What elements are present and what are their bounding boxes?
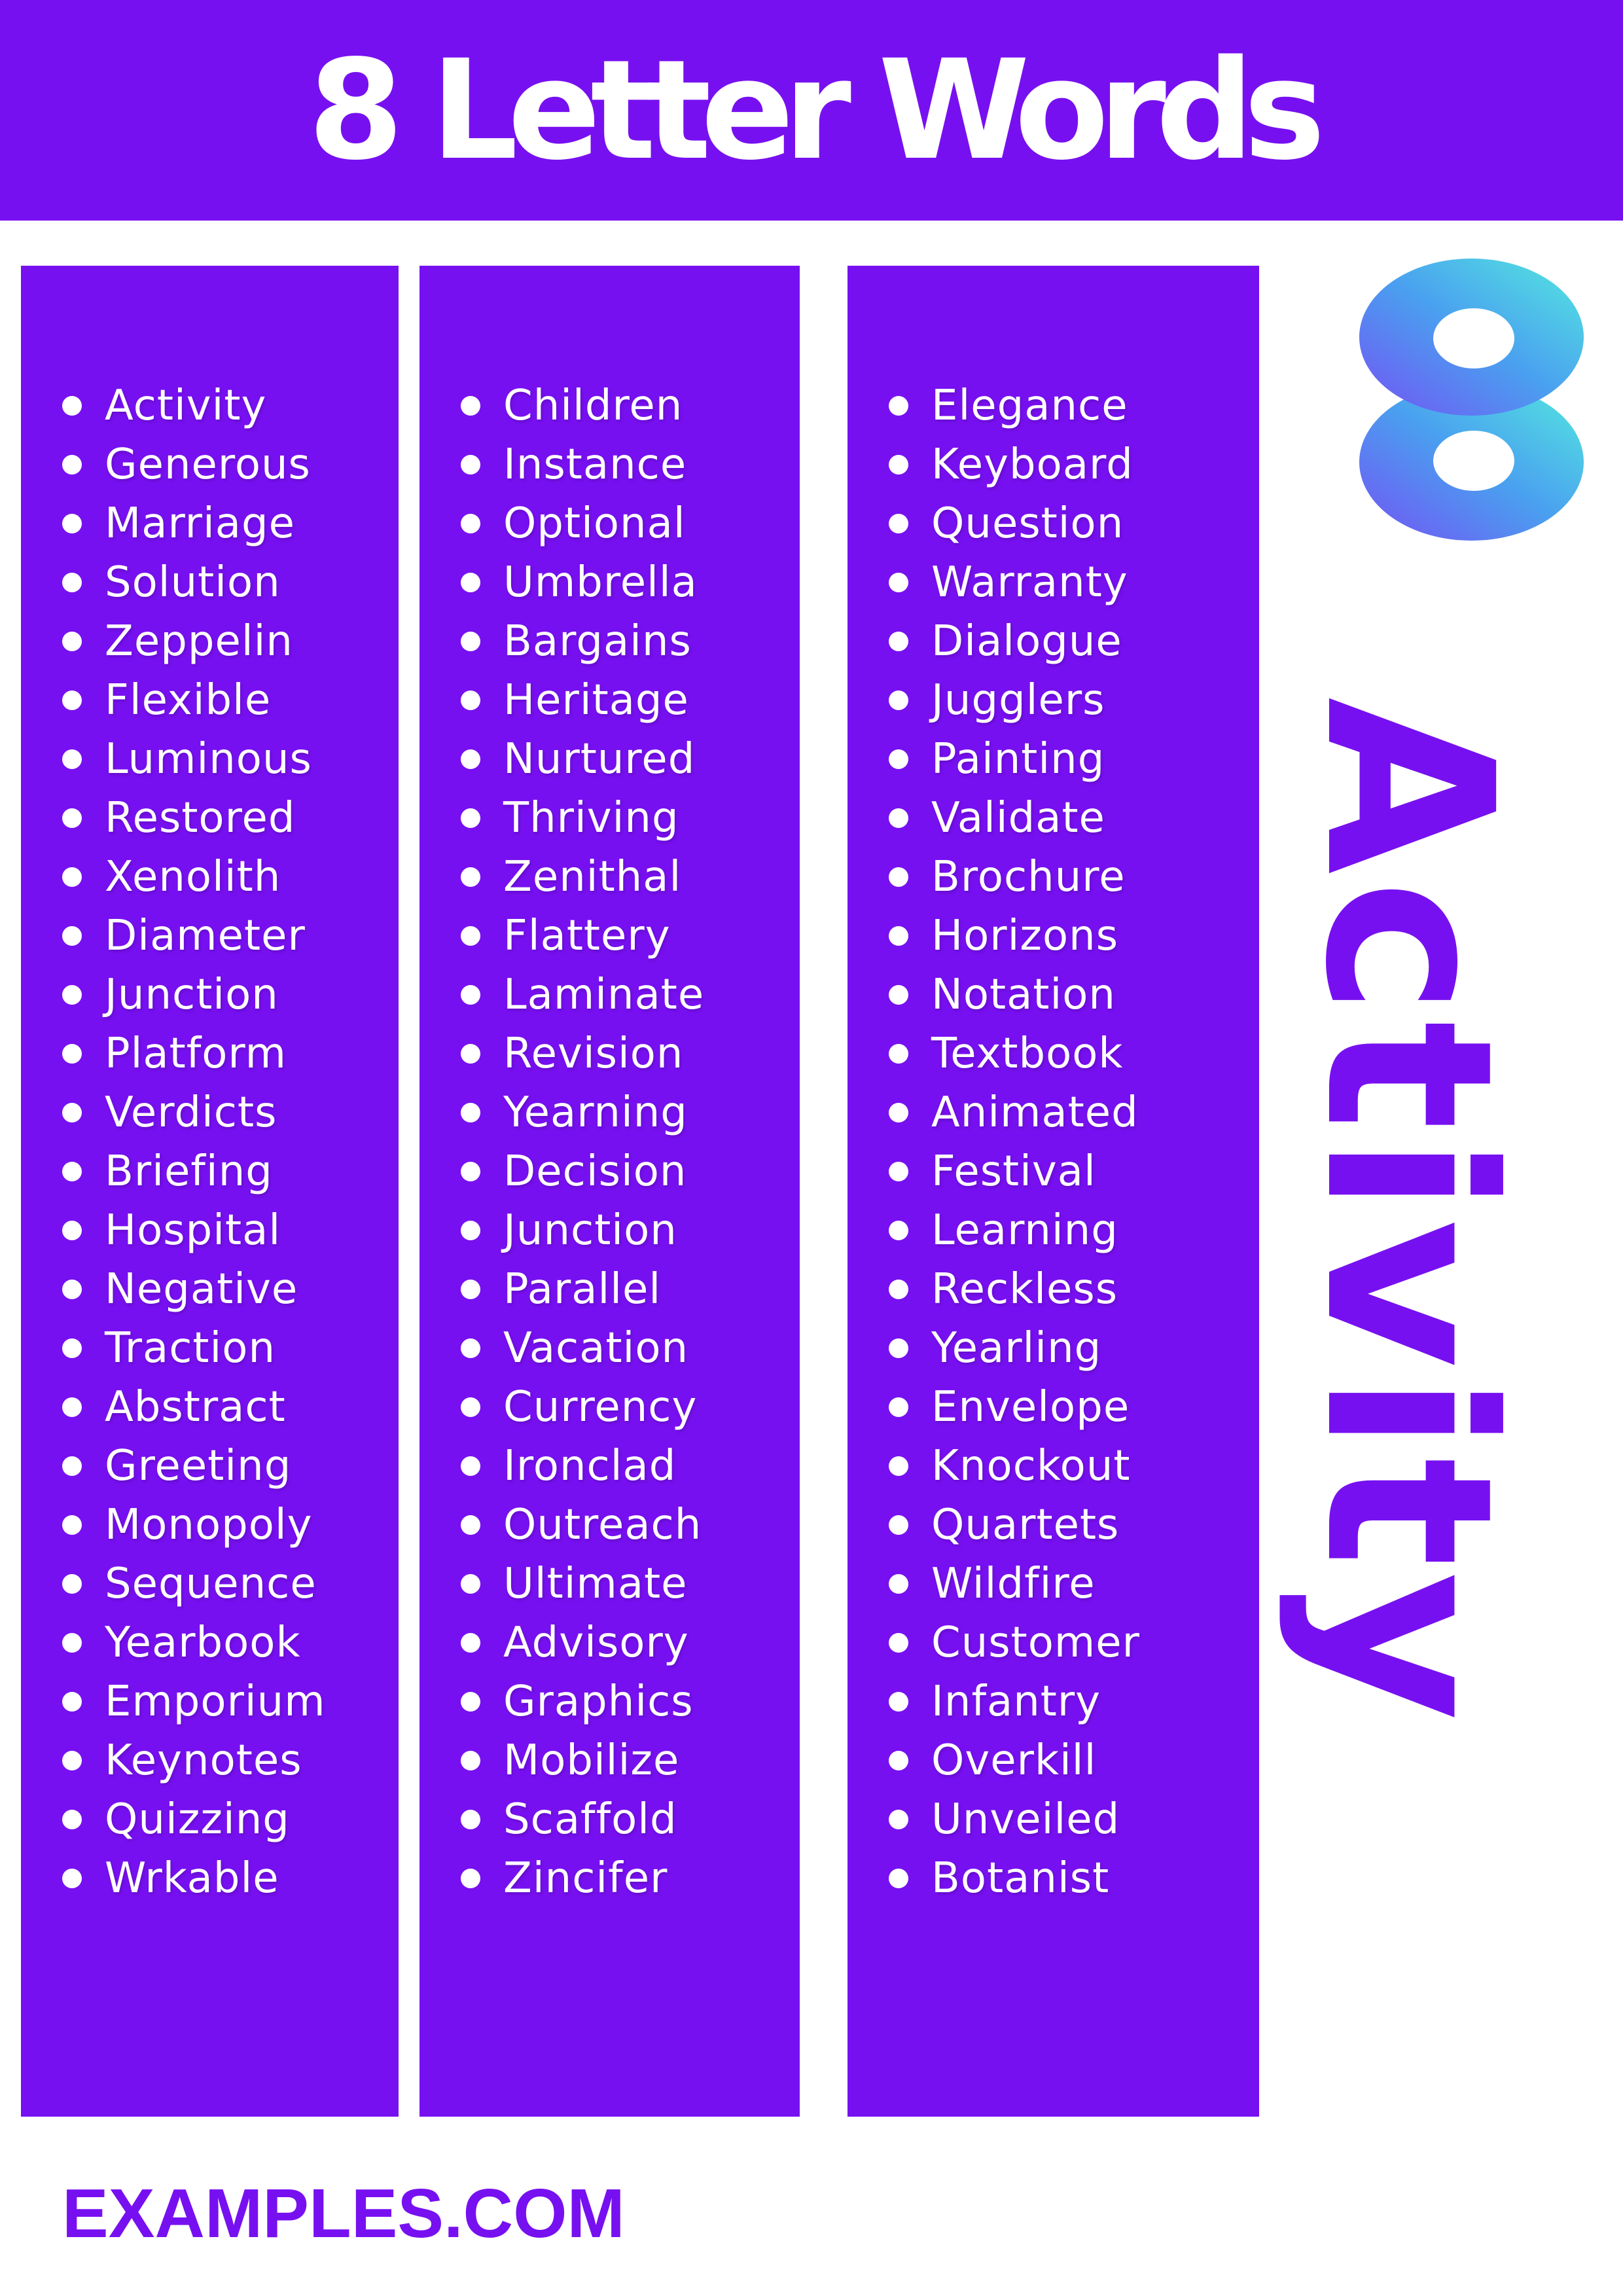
word-list-item [419,1790,800,1849]
word-label: Question [931,499,1124,548]
bullet-icon [889,1103,908,1122]
word-list-item [847,1613,1259,1672]
word-label: Brochure [931,853,1126,901]
word-list-item [21,965,399,1024]
word-label: Luminous [105,735,312,783]
word-label: Currency [503,1383,698,1431]
word-list-item [21,1437,399,1496]
bullet-icon [62,691,82,710]
word-list-item [419,789,800,848]
word-label: Painting [931,735,1105,783]
word-label: Knockout [931,1442,1131,1490]
bullet-icon [62,867,82,887]
word-list-item [21,1496,399,1554]
bullet-icon [889,1221,908,1240]
bullet-icon [62,985,82,1005]
word-label: Generous [105,440,311,489]
bullet-icon [461,1574,480,1594]
word-list-item [847,1260,1259,1319]
word-list-item [847,1849,1259,1908]
word-list-item [419,494,800,553]
word-label: Outreach [503,1501,702,1549]
word-label: Textbook [931,1030,1124,1078]
bullet-icon [461,1221,480,1240]
bullet-icon [889,749,908,769]
word-list-item [847,1437,1259,1496]
bullet-icon [461,1692,480,1712]
bullet-icon [461,1397,480,1417]
bullet-icon [62,749,82,769]
word-list-item [419,1731,800,1790]
bullet-icon [461,749,480,769]
word-list-item [847,848,1259,906]
bullet-icon [62,396,82,416]
word-label: Junction [105,971,279,1019]
word-label: Briefing [105,1147,273,1196]
header-banner [0,0,1623,221]
bullet-icon [461,691,480,710]
word-list-item [847,671,1259,730]
word-list [419,266,800,1908]
word-label: Nurtured [503,735,696,783]
word-list-item [847,1378,1259,1437]
word-list-item [21,671,399,730]
bullet-icon [62,1397,82,1417]
bullet-icon [461,1810,480,1829]
bullet-icon [62,1162,82,1181]
word-list-item [419,1554,800,1613]
word-label: Elegance [931,382,1128,430]
bullet-icon [62,1280,82,1299]
bullet-icon [62,632,82,651]
word-label: Bargains [503,617,692,666]
word-list-item [419,435,800,494]
word-label: Graphics [503,1677,694,1726]
bullet-icon [62,573,82,592]
word-list-item [21,1319,399,1378]
bullet-icon [62,1456,82,1476]
word-list-item [21,1849,399,1908]
bullet-icon [889,514,908,533]
footer [62,2174,625,2253]
word-list-item [21,1142,399,1201]
bullet-icon [461,1633,480,1653]
bullet-icon [889,1515,908,1535]
word-label: Sequence [105,1560,317,1608]
word-label: Revision [503,1030,684,1078]
word-list-item [847,376,1259,435]
figure-eight-icon [1359,259,1584,541]
word-label: Diameter [105,912,306,960]
word-list-item [847,906,1259,965]
bullet-icon [62,1574,82,1594]
word-list-item [419,1613,800,1672]
word-label: Xenolith [105,853,281,901]
word-label: Zenithal [503,853,682,901]
bullet-icon [62,514,82,533]
bullet-icon [62,455,82,475]
word-list-item [419,1201,800,1260]
word-label: Quizzing [105,1795,290,1844]
word-label: Jugglers [931,676,1105,725]
bullet-icon [889,1162,908,1181]
word-label: Umbrella [503,558,698,607]
bullet-icon [889,1397,908,1417]
bullet-icon [62,1810,82,1829]
word-label: Wrkable [105,1854,279,1903]
word-list [847,266,1259,1908]
word-list-item [21,1024,399,1083]
word-label: Flattery [503,912,671,960]
word-label: Ultimate [503,1560,688,1608]
bullet-icon [461,1456,480,1476]
word-label: Quartets [931,1501,1120,1549]
word-label: Infantry [931,1677,1101,1726]
word-list-item [21,435,399,494]
word-label: Abstract [105,1383,286,1431]
word-list-item [419,1260,800,1319]
word-list-item [847,1790,1259,1849]
bullet-icon [62,1515,82,1535]
word-list-item [847,494,1259,553]
bullet-icon [889,455,908,475]
word-label: Ironclad [503,1442,677,1490]
word-column-2 [419,266,800,2117]
word-label: Validate [931,794,1105,842]
bullet-icon [461,1869,480,1888]
word-list-item [419,1496,800,1554]
bullet-icon [62,1103,82,1122]
word-list-item [21,730,399,789]
word-list-item [21,1378,399,1437]
bullet-icon [889,867,908,887]
word-label: Junction [503,1206,677,1255]
word-list-item [419,730,800,789]
word-label: Horizons [931,912,1119,960]
bullet-icon [461,1280,480,1299]
bullet-icon [889,808,908,828]
bullet-icon [889,1044,908,1064]
bullet-icon [461,1103,480,1122]
word-label: Reckless [931,1265,1118,1314]
word-label: Yearbook [105,1619,301,1667]
bullet-icon [889,1338,908,1358]
word-list-item [21,1260,399,1319]
word-list-item [419,1024,800,1083]
word-list-item [847,789,1259,848]
bullet-icon [461,573,480,592]
bullet-icon [62,1338,82,1358]
word-list-item [21,1790,399,1849]
bullet-icon [461,1338,480,1358]
word-list-item [847,435,1259,494]
word-list-item [847,1672,1259,1731]
bullet-icon [62,926,82,946]
bullet-icon [461,867,480,887]
word-list-item [21,1672,399,1731]
word-list-item [21,789,399,848]
word-label: Overkill [931,1736,1097,1785]
bullet-icon [62,1633,82,1653]
word-label: Envelope [931,1383,1130,1431]
word-list-item [419,376,800,435]
word-list-item [21,906,399,965]
word-label: Wildfire [931,1560,1096,1608]
bullet-icon [461,808,480,828]
word-label: Parallel [503,1265,662,1314]
word-list-item [21,848,399,906]
bullet-icon [461,632,480,651]
bullet-icon [889,396,908,416]
bullet-icon [461,926,480,946]
word-label: Hospital [105,1206,281,1255]
word-list-item [847,730,1259,789]
word-label: Yearling [931,1324,1102,1372]
word-label: Mobilize [503,1736,680,1785]
word-label: Decision [503,1147,687,1196]
word-list-item [21,1201,399,1260]
bullet-icon [889,985,908,1005]
word-label: Animated [931,1088,1139,1137]
word-label: Laminate [503,971,705,1019]
bullet-icon [889,1869,908,1888]
bullet-icon [461,396,480,416]
word-label: Unveiled [931,1795,1120,1844]
word-list-item [847,1554,1259,1613]
word-list-item [419,671,800,730]
bullet-icon [889,573,908,592]
word-label: Heritage [503,676,689,725]
word-label: Activity [105,382,267,430]
word-list-item [419,1083,800,1142]
word-list-item [21,1613,399,1672]
bullet-icon [461,1044,480,1064]
word-label: Platform [105,1030,287,1078]
word-list-item [21,1554,399,1613]
word-list-item [21,1083,399,1142]
word-list-item [21,612,399,671]
word-list-item [847,1024,1259,1083]
number-8-logo [1359,259,1584,541]
word-label: Traction [105,1324,276,1372]
word-label: Zincifer [503,1854,668,1903]
word-label: Flexible [105,676,272,725]
word-label: Notation [931,971,1116,1019]
word-list-item [21,553,399,612]
word-list-item [847,1496,1259,1554]
bullet-icon [889,1456,908,1476]
bullet-icon [889,1810,908,1829]
word-column-3 [847,266,1259,2117]
bullet-icon [889,1280,908,1299]
word-list-item [419,1672,800,1731]
word-list-item [847,1142,1259,1201]
word-list-item [847,553,1259,612]
word-label: Keynotes [105,1736,302,1785]
word-list-item [419,612,800,671]
word-label: Customer [931,1619,1140,1667]
bullet-icon [62,808,82,828]
word-label: Warranty [931,558,1128,607]
word-label: Restored [105,794,296,842]
word-label: Dialogue [931,617,1122,666]
bullet-icon [889,926,908,946]
word-list-item [419,1437,800,1496]
word-list-item [419,553,800,612]
word-list-item [419,848,800,906]
word-label: Marriage [105,499,295,548]
word-label: Solution [105,558,281,607]
bullet-icon [889,1574,908,1594]
bullet-icon [62,1692,82,1712]
word-list-item [21,376,399,435]
word-label: Thriving [503,794,679,842]
word-label: Festival [931,1147,1096,1196]
bullet-icon [461,1515,480,1535]
bullet-icon [62,1869,82,1888]
word-list-item [419,1319,800,1378]
word-list-item [419,1142,800,1201]
word-label: Vacation [503,1324,689,1372]
word-list-item [419,965,800,1024]
word-label: Monopoly [105,1501,313,1549]
word-list-item [847,965,1259,1024]
bullet-icon [62,1044,82,1064]
word-list-item [847,1083,1259,1142]
word-list-item [21,1731,399,1790]
word-label: Learning [931,1206,1118,1255]
word-label: Greeting [105,1442,292,1490]
word-list-item [21,494,399,553]
word-label: Botanist [931,1854,1110,1903]
word-label: Zeppelin [105,617,293,666]
bullet-icon [461,1162,480,1181]
word-label: Yearning [503,1088,688,1137]
word-column-1 [21,266,399,2117]
vertical-activity-label: Activity [1275,697,1542,1727]
word-list-item [419,1849,800,1908]
word-label: Emporium [105,1677,326,1726]
site-wordmark: EXAMPLES.COM [62,2175,625,2252]
word-label: Scaffold [503,1795,677,1844]
word-label: Negative [105,1265,298,1314]
word-list-item [847,1201,1259,1260]
word-list-item [419,906,800,965]
bullet-icon [889,1633,908,1653]
bullet-icon [889,1751,908,1770]
word-list [21,266,399,1908]
bullet-icon [461,514,480,533]
word-label: Instance [503,440,687,489]
bullet-icon [889,632,908,651]
word-list-item [419,1378,800,1437]
bullet-icon [889,691,908,710]
word-list-item [847,1731,1259,1790]
word-label: Advisory [503,1619,689,1667]
word-list-item [847,612,1259,671]
word-label: Verdicts [105,1088,277,1137]
word-label: Children [503,382,683,430]
bullet-icon [461,1751,480,1770]
page-title: 8 Letter Words [308,30,1315,190]
word-label: Optional [503,499,686,548]
bullet-icon [461,455,480,475]
bullet-icon [889,1692,908,1712]
word-list-item [847,1319,1259,1378]
bullet-icon [62,1751,82,1770]
bullet-icon [461,985,480,1005]
bullet-icon [62,1221,82,1240]
word-label: Keyboard [931,440,1133,489]
